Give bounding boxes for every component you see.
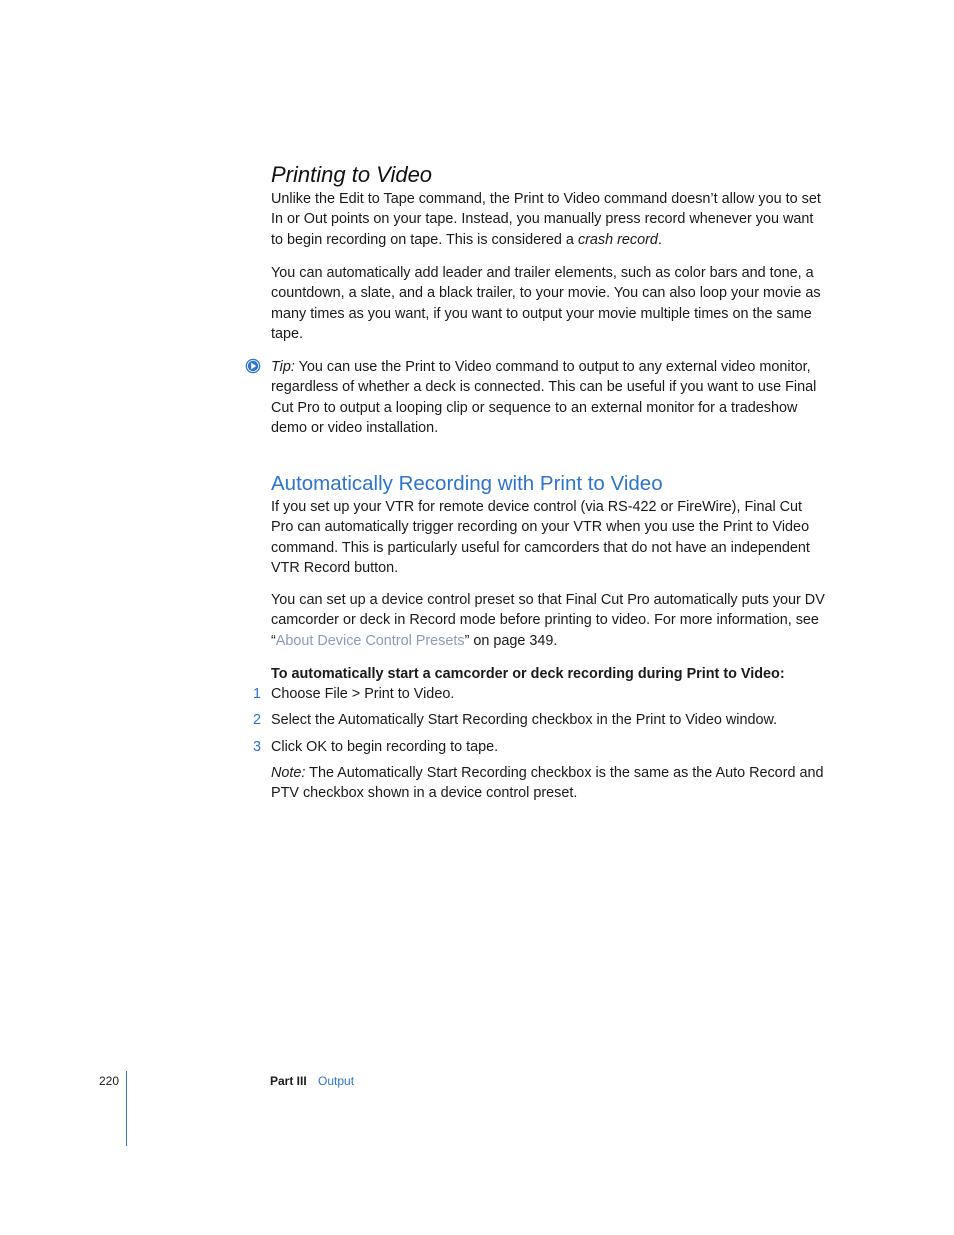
footer-divider <box>126 1071 127 1146</box>
step-text: Select the Automatically Start Recording checkbox in the Print to Video window. <box>271 712 778 728</box>
footer-part: Part III <box>270 1074 307 1088</box>
subsection-title: Automatically Recording with Print to Video <box>271 472 663 495</box>
page-number: 220 <box>99 1074 120 1088</box>
device-control-presets-link[interactable]: About Device Control Presets <box>275 632 465 649</box>
step-number: 3 <box>252 739 261 755</box>
step-number: 1 <box>252 686 261 702</box>
leader-trailer-paragraph: You can automatically add leader and trailer elements, such as color bars and tone, a countdown, a slate, and a black trailer, to your movie. You can also loop your movie as many times as you want, if you want to output your movie multiple times on the same tape. <box>271 265 821 342</box>
footer-chapter: Output <box>318 1074 355 1088</box>
tip-arrow-icon <box>245 358 261 374</box>
step-text: Click OK to begin recording to tape. <box>271 739 499 755</box>
step-number: 2 <box>252 712 261 728</box>
preset-paragraph: You can set up a device control preset so that Final Cut Pro automatically puts your DV camcorder or deck in Record mode before printing to video. For more information, see “About Device Control Presets” on page 349. <box>271 592 825 649</box>
section-title: Printing to Video <box>271 162 433 187</box>
intro-paragraph: Unlike the Edit to Tape command, the Print to Video command doesn’t allow you to set In or Out points on your tape. Instead, you manually press record whenever you want to begin recording on tape. This is considered a crash record. <box>271 191 821 248</box>
emphasis-term: crash record <box>577 231 658 248</box>
note-paragraph: Note: The Automatically Start Recording checkbox is the same as the Auto Record and PTV checkbox shown in a device control preset. <box>271 765 824 802</box>
note-label: Note: <box>271 765 306 781</box>
remote-control-paragraph: If you set up your VTR for remote device control (via RS-422 or FireWire), Final Cut Pro can automatically trigger recording on your VTR when you use the Print to Video command. This is particularly useful for camcorders that do not have an independent VTR Record button. <box>271 499 810 576</box>
procedure-heading: To automatically start a camcorder or deck recording during Print to Video: <box>271 666 785 682</box>
step-text: Choose File > Print to Video. <box>271 686 455 702</box>
tip-paragraph: Tip: You can use the Print to Video command to output to any external video monitor, regardless of whether a deck is connected. This can be useful if you want to use Final Cut Pro to output a looping clip or sequence to an external monitor for a tradeshow demo or video installation. <box>271 359 817 436</box>
tip-label: Tip: <box>271 359 295 375</box>
